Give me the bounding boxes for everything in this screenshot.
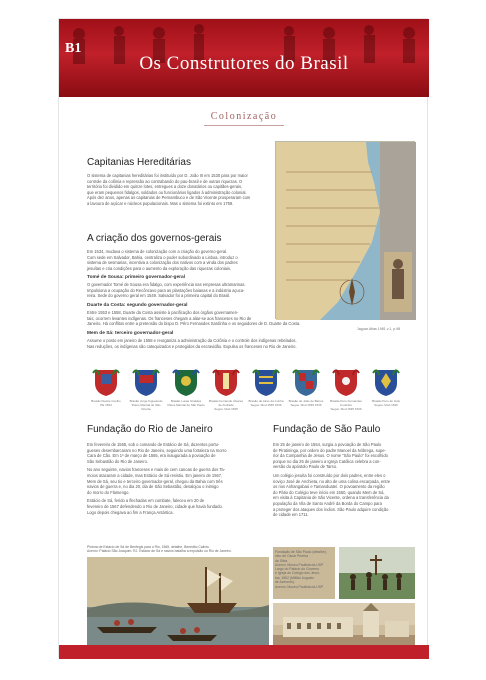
subheading-duarte-da-costa: Duarte da Costa: segundo governador-geral <box>87 303 188 308</box>
colegio-photo-illustration <box>273 603 415 649</box>
section-label: Colonização <box>210 111 278 122</box>
heading-governos-gerais: A criação dos governos-gerais <box>87 233 222 244</box>
sp-painting-caption: Fundação de São Paulo (detalhe), óleo de Oscar Pereira da Silva. Acervo: Museu Paulista da USP <box>275 550 327 568</box>
page-title: Os Construtores do Brasil <box>139 53 349 74</box>
coat-label: Brasão Pero Fernandes Coutinho Segos. Mod 1535 1536 <box>330 399 362 411</box>
coat-label: Brasão Pero de Góis Segos. Mod 1536 <box>372 399 400 407</box>
coat-of-arms-icon <box>93 367 119 397</box>
governos-body: Em 1534, mudava o sistema de colonização com a criação do governo-geral. Com sede em Salvador, Bahia, centraliza o poder subordinado a Lisboa, introduz o sistema de sesmarias, incentiva a colonização dos nativos com a vinda dos padres jesuítas e cria condições para o aumento da exploração das riquezas coloniais. <box>87 249 238 271</box>
battle-painting-illustration <box>87 557 269 649</box>
title-banner <box>59 19 429 97</box>
rio-battle-painting <box>87 557 269 649</box>
sp-caption-panel <box>273 547 335 599</box>
footer-bar <box>59 645 429 659</box>
poster <box>58 18 428 658</box>
duarte-body: Entre 1553 e 1558, Duarte da Costa assiste à pacificação dos órgãos governamen- tais, ocorrem levantes indígenas. Os franceses chegam a aliar-se aos franceses no Rio de Janeiro. Há conflitos entre a pretensão do bispo D. Pêro Fernandes Sardinha e os seguidores de D. Duarte da Costa. <box>87 310 301 327</box>
capitanias-map <box>275 141 415 319</box>
rio-painting-caption: Pintura de Estácio de Sá de Benfegis para o Rio, 1565. detalhe, Benedito Calixto. Acervo: Palácio São Joaquim. RJ. Estácio de Sá e navios batalha a expulsão ou Rio de Janeiro. <box>87 545 232 554</box>
subheading-tome-de-sousa: Tomé de Sousa: primeiro governador-geral <box>87 275 186 280</box>
coat-of-arms-icon <box>173 367 199 397</box>
founding-painting-illustration <box>339 547 415 599</box>
coat-label: Brasão Lucas Giraldes Ilhéus Marcial de São Paulo <box>167 399 205 407</box>
coat-label: Brasão Fernando Álvares de Andrade Segos. Mod 1535 <box>208 399 244 411</box>
map-caption: Jaguar Atlas 1981 v.1, p.98 <box>357 327 401 331</box>
coat-label: Brasão Duarte Coelho PE 1534 <box>91 399 121 407</box>
sp-photo-caption: Largo do Palácio do Governo e Igreja do Colégio dos Jesuí- tas, 1862 (Militão Augusto de Azevedo). Acervo: Museu Paulista da USP <box>275 567 324 589</box>
coat-label: Brasão de Aires da Cunha Segos. Mod 1535 1536 <box>248 399 284 407</box>
coat-label: Brasão de João de Barros Segos. Mod 1535 1536 <box>288 399 324 407</box>
sp-body: Em 25 de janeiro de 1554, surgia a povoação de São Paulo de Piratininga, por ordem do padre Manoel da Nóbrega, supe- rior da Companhia de Jesus. O nome "São Paulo" foi escolhido porque no dia 25 de janeiro a Igreja Católica celebra a con- versão do apóstolo Paulo de Tarso. Um colégio jesuíta foi construído por dois padres, entre eles o noviço José de Anchieta, no alto de uma colina escarpada, entre os rios Anhangabaú e Tamanduateí. O povoamento da região do Pátio do Colégio teve início em 1560, quando Mem de Sá, em visita à Capitania de São Vicente, ordena a transferência da população da Vila de Santo André da Borda do Campo para a proteger dos ataques dos índios. São Paulo adquire condição de cidade em 1711. <box>273 442 391 518</box>
sp-colegio-photo <box>273 603 415 649</box>
coat-of-arms-icon <box>213 367 239 397</box>
coat-of-arms-icon <box>293 367 319 397</box>
rio-body: Em fevereiro de 1565, sob o comando de Estácio de Sá, duzentos portu- gueses desembarcaram no Rio de Janeiro, seguindo uma fortaleza na morro Cara de Cão. Em 1º de março de 1565, era inaugurada a povoação de São Sebastião do Rio de Janeiro. No ano seguinte, navios franceses e mais de cem canoas de guerra dos Ta- moios atacaram a cidade, mas Estácio de Sá resistiu. Em janeiro de 1567, Mem de Sá, seu tio e terceiro governador-geral, chegou da Bahia com três navios de guerra e, no dia 20, dia de São Sebastião, desalojou o inimigo do morro do Flamengo. Estácio de Sá, ferido a flechadas em combate, faleceu em 20 de fevereiro de 1567 defendendo o Rio de Janeiro, cidade que havia fundado. Logo depois chegava ao fim a França Antártica. <box>87 442 227 515</box>
sp-founding-painting <box>339 547 415 599</box>
subheading-mem-de-sa: Mem de Sá: terceiro governador-geral <box>87 331 174 336</box>
heading-capitanias: Capitanias Hereditárias <box>87 157 191 168</box>
coat-of-arms-icon <box>333 367 359 397</box>
divider <box>204 125 284 126</box>
panel-code: B1 <box>65 41 82 56</box>
tome-body: O governador Tomé de Sousa era fidalgo, com experiência nas empresas ultramarinas. Impulsiona a ocupação do Recôncavo para as plantações baianas e a indústria açuca- reira. Sede do governo geral em 1549. Salvador foi a primeira capital do Brasil. <box>87 282 246 299</box>
coats-of-arms-row <box>87 367 409 419</box>
coat-of-arms-icon <box>133 367 159 397</box>
coat-label: Brasão Jorge Figueiredo Ilhéus Marcial de São Vicente <box>129 399 163 411</box>
mem-body: Assume o posto em janeiro de 1558 e reorganiza a administração da Colônia e o controle dos indígenas rebelados. Nas reduções, os indígenas são catequizados e protegidos da escravidão. Expulsa os franceses no Rio de Janeiro. <box>87 338 297 349</box>
heading-sao-paulo: Fundação de São Paulo <box>273 424 381 435</box>
heading-rio-de-janeiro: Fundação do Rio de Janeiro <box>87 424 213 435</box>
coat-of-arms-icon <box>373 367 399 397</box>
coat-of-arms-icon <box>253 367 279 397</box>
capitanias-body: O sistema de capitanias hereditárias foi instituído por D. João III em 1530 para por maior controle da colônia e repressão ao contrabando do pau-brasil e de outras riquezas. O território foi dividido em quinze lotes, entregues a doze donatários ou capitães-gerais, que eram pequenos fidalgos, soldados ou funcionários ligados à administração colonial. Após dez anos, apenas as capitanias de Pernambuco e de São Vicente prosperaram com a lavoura de açúcar e núcleos populacionais. Mas o sistema foi extinto em 1759. <box>87 173 251 206</box>
map-illustration <box>276 142 416 320</box>
